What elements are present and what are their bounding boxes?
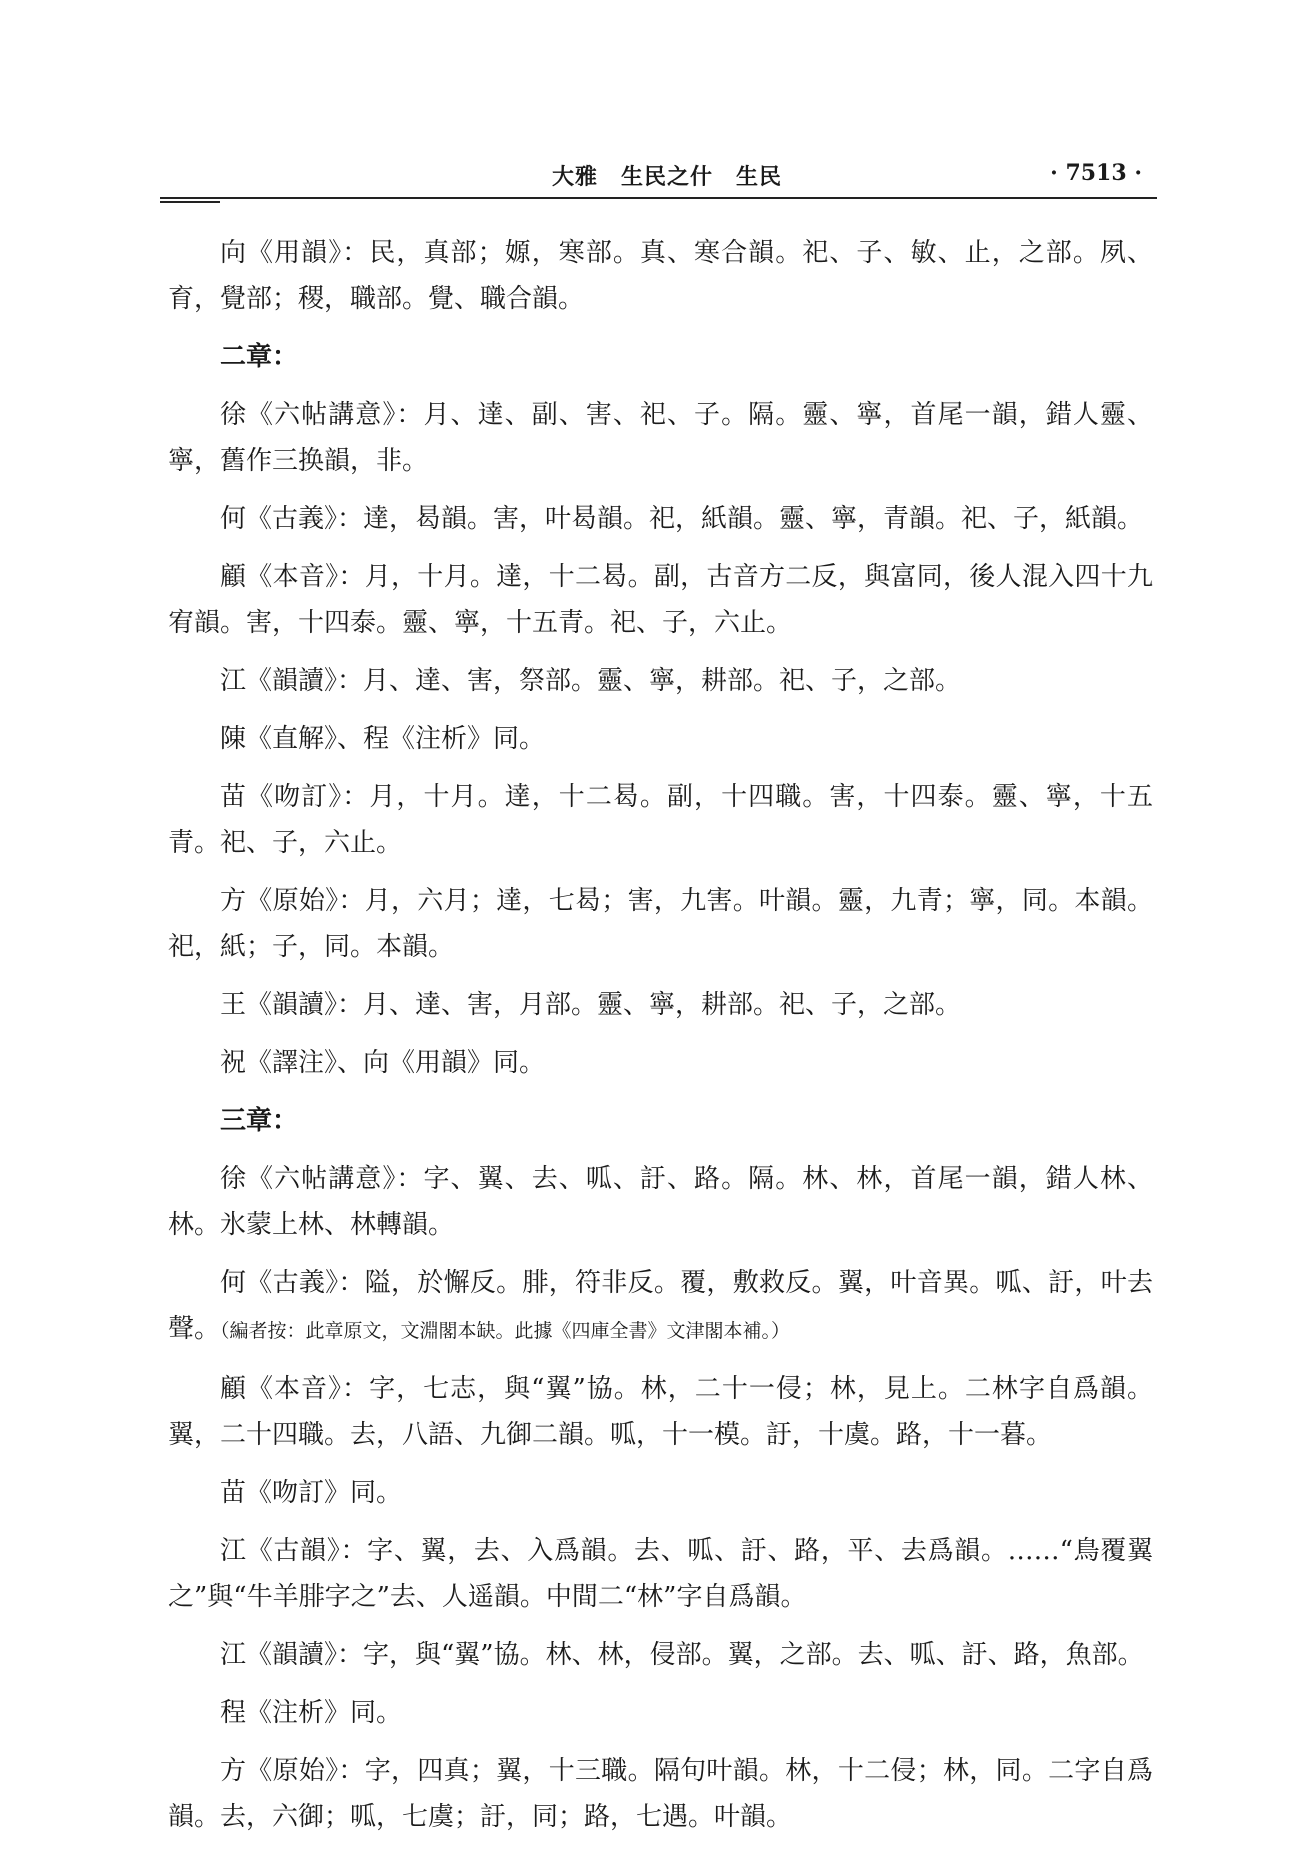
paragraph-xiang-yongyun: 向《用韻》：民，真部；嫄，寒部。真、寒合韻。祀、子、敏、止，之部。夙、育，覺部；稷，職部。覺、職合韻。 (168, 238, 1153, 314)
header-rule-stub (160, 201, 220, 203)
paragraph-cheng-zhuxi-3: 程《注析》同。 (220, 1698, 403, 1728)
paragraph-he-guyi-3 (168, 1260, 1153, 1354)
paragraph-miao-wending-3: 苗《吻訂》同。 (220, 1478, 403, 1508)
paragraph-gu-benyin-3: 顧《本音》：字，七志，與“翼”協。林，二十一侵；林，見上。二林字自爲韻。翼，二十四職。去，八語、九御二韻。呱，十一模。訏，十虞。路，十一暮。 (168, 1374, 1153, 1450)
header-rule (160, 197, 1157, 199)
paragraph-jiang-yundu-3: 江《韻讀》：字，與“翼”協。林、林，侵部。翼，之部。去、呱、訏、路，魚部。 (220, 1640, 1144, 1670)
page-number: · 7513 · (1050, 160, 1142, 186)
paragraph-jiang-guyun-3: 江《古韻》：字、翼，去、入爲韻。去、呱、訏、路，平、去爲韻。……“鳥覆翼之”與“牛羊腓字之”去、人遥韻。中間二“林”字自爲韻。 (168, 1536, 1153, 1612)
chapter-heading-2: 二章： (220, 342, 299, 372)
paragraph-gu-benyin: 顧《本音》：月，十月。達，十二曷。副，古音方二反，與富同，後人混入四十九宥韻。害，十四泰。靈、寧，十五青。祀、子，六止。 (168, 562, 1153, 638)
page-body (168, 230, 1153, 1852)
paragraph-main-text: 何《古義》：隘，於懈反。腓，符非反。覆，敷救反。翼，叶音異。呱、訏，叶去聲。 (168, 1268, 1153, 1344)
paragraph-he-guyi: 何《古義》：達，曷韻。害，叶曷韻。祀，紙韻。靈、寧，青韻。祀、子，紙韻。 (220, 504, 1144, 534)
paragraph-fang-yuanshi-3: 方《原始》：字，四真；翼，十三職。隔句叶韻。林，十二侵；林，同。二字自爲韻。去，六御；呱，七虞；訏，同；路，七遇。叶韻。 (168, 1756, 1153, 1832)
paragraph-miao-wending: 苗《吻訂》：月，十月。達，十二曷。副，十四職。害，十四泰。靈、寧，十五青。祀、子，六止。 (168, 782, 1153, 858)
paragraph-xu-liutie: 徐《六帖講意》：月、達、副、害、祀、子。隔。靈、寧，首尾一韻，錯人靈、寧，舊作三换韻，非。 (168, 400, 1153, 476)
paragraph-chen-cheng: 陳《直解》、程《注析》同。 (220, 724, 546, 754)
paragraph-zhu-yizhu: 祝《譯注》、向《用韻》同。 (220, 1048, 546, 1078)
paragraph-fang-yuanshi: 方《原始》：月，六月；達，七曷；害，九害。叶韻。靈，九青；寧，同。本韻。祀，紙；子，同。本韻。 (168, 886, 1153, 962)
paragraph-xu-liutie-3: 徐《六帖講意》：字、翼、去、呱、訏、路。隔。林、林，首尾一韻，錯人林、林。氷蒙上林、林轉韻。 (168, 1164, 1153, 1240)
editor-note: （編者按：此章原文，文淵閣本缺。此據《四庫全書》文津閣本補。） (220, 1320, 791, 1342)
paragraph-wang-yundu: 王《韻讀》：月、達、害，月部。靈、寧，耕部。祀、子，之部。 (220, 990, 962, 1020)
page-header (160, 160, 1160, 196)
running-title: 大雅 生民之什 生民 (552, 164, 783, 190)
chapter-heading-3: 三章： (220, 1106, 299, 1136)
paragraph-jiang-yundu: 江《韻讀》：月、達、害，祭部。靈、寧，耕部。祀、子，之部。 (220, 666, 962, 696)
